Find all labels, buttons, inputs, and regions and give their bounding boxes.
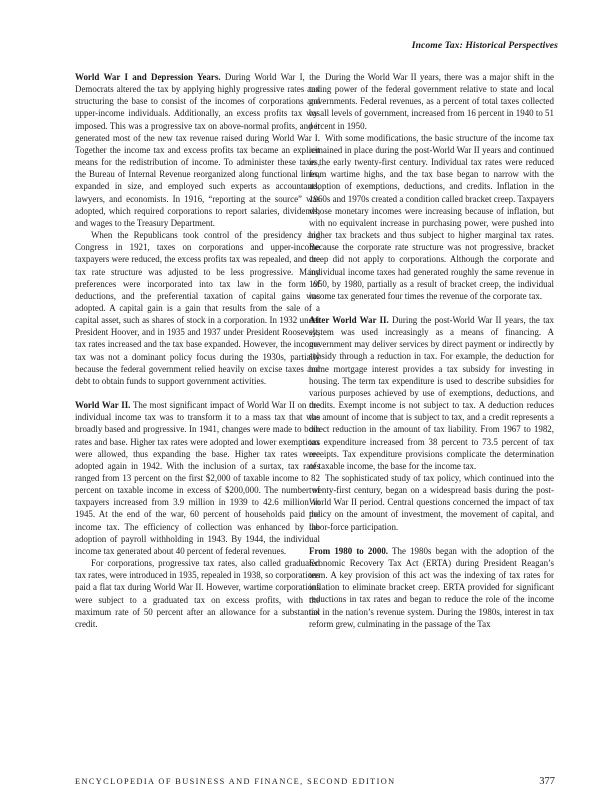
paragraph: During the World War II years, there was a major shift in the taxing power of the federal government relative to state and local governments. Federal revenues, as a percent of total taxes collected by all levels of government, increased from 16 percent in 1940 to 51 percent in 1950. [309,72,554,131]
paragraph: With some modifications, the basic structure of the income tax remained in place during the post-World War II years and continued in the early twenty-first century. Individual tax rates were reduced from wartime highs, and the tax base began to narrow with the adoption of exemptions, deductions, and credits. Inflation in the 1960s and 1970s created a condition called bracket creep. Taxpayers whose monetary incomes were increasing because of inflation, but with no equivalent increase in purchasing power, were pushed into higher tax brackets and thus subject to higher marginal tax rates. Because the corporate rate structure was not progressive, bracket creep did not apply to corporations. Although the corporate and individual income taxes had generated roughly the same revenue in 1950, by 1980, partially as a result of bracket creep, the individual income tax generated four times the revenue of the corporate tax. [309,132,554,301]
paragraph-text: The most significant impact of World War II on the individual income tax was to transform it to a mass tax that was broadly based and progressive. In 1941, changes were made to both rates and base. Higher tax rates were adopted and lower exemptions were allowed, thus expanding the base. Higher tax rates were adopted again in 1942. With the inclusion of a surtax, tax rates ranged from 13 percent on the first $2,000 of taxable income to 82 percent on taxable income in excess of $200,000. The number of taxpayers increased from 3.9 million in 1939 to 42.6 million in 1945. At the end of the war, 60 percent of households paid the income tax. The efficiency of collection was enhanced by the adoption of payroll withholding in 1943. By 1944, the individual income tax generated about 40 percent of federal revenues. [75,400,320,556]
page-number: 377 [539,776,555,787]
right-column [309,71,554,630]
paragraph-text: The 1980s began with the adoption of the Economic Recovery Tax Act (ERTA) during President Reagan’s term. A key provision of this act was the indexing of tax rates for inflation to eliminate bracket creep. ERTA provided for significant reductions in tax rates and began to reduce the role of the income tax in the nation’s revenue system. During the 1980s, interest in tax reform grew, culminating in the passage of the Tax [309,545,555,629]
paragraph: The sophisticated study of tax policy, which continued into the twenty-first century, began on a widespread basis during the post-World War II period. Central questions concerned the impact of tax policy on the amount of investment, the movement of capital, and labor-force participation. [309,473,554,532]
section-heading: After World War II. [309,314,389,325]
paragraph [309,314,554,472]
left-column [75,71,320,630]
page-footer [75,777,555,791]
paragraph: When the Republicans took control of the presidency and Congress in 1921, taxes on corporations and upper-income taxpayers were reduced, the excess profits tax was repealed, and the tax rate structure was adjusted to be less progressive. Many preferences were incorporated into tax law in the form of deductions, and the preferential taxation of capital gains was adopted. A capital gain is a gain that results from the sale of a capital asset, such as shares of stock in a corporation. In 1932 under President Hoover, and in 1935 and 1937 under President Roosevelt, tax rates increased and the tax base expanded. However, the income tax was not a dominant policy focus during the 1930s, partially because the federal government relied heavily on excise taxes and debt to obtain funds to support government activities. [75,230,320,386]
running-header: Income Tax: Historical Perspectives [411,40,558,51]
section-heading: World War II. [75,400,131,411]
section-heading: World War I and Depression Years. [75,72,221,82]
section-heading: From 1980 to 2000. [309,545,389,556]
paragraph [309,545,554,630]
paragraph-text: During the post-World War II years, the tax system was used increasingly as a means of financing. A government may deliver services by direct payment or indirectly by subsidy through a reduction in tax. For example, the deduction for home mortgage interest provides a tax subsidy for investing in housing. The term tax expenditure is used to describe subsidies for various purposes achieved by use of exemptions, deductions, and credits. Exempt income is not subject to tax. A deduction reduces the amount of income that is subject to tax, and a credit represents a direct reduction in the amount of tax liability. From 1967 to 1982, tax expenditure increased from 38 percent to 73.5 percent of tax receipts. Tax expenditure provisions complicate the determination of taxable income, the base for the income tax. [309,314,554,471]
paragraph [75,71,320,229]
paragraph: For corporations, progressive tax rates, also called graduated tax rates, were introduced in 1935, repealed in 1938, so corporations paid a flat tax during World War II. However, wartime corporations were subject to a graduated tax on excess profits, with the maximum rate of 50 percent after an allowance for a substantial credit. [75,558,320,629]
paragraph [75,399,320,557]
paragraph-text: During World War I, the Democrats altered the tax by applying highly progressive rates and structuring the base to consist of the incomes of corporations and upper-income individuals. Additionally, an excess profits tax was imposed. This was a progressive tax on above-normal profits, and it generated most of the new tax revenue raised during World War I. Together the income tax and excess profits tax became an explicit means for the redistribution of income. To administer these taxes, the Bureau of Internal Revenue reorganized along functional lines, expanded in size, and employed such experts as accountants, lawyers, and economists. In 1916, “reporting at the source” was adopted, which required corporations to report salaries, dividends, and wages to the Treasury Department. [75,72,321,228]
publication-title: ENCYCLOPEDIA OF BUSINESS AND FINANCE, SECOND EDITION [75,777,396,786]
